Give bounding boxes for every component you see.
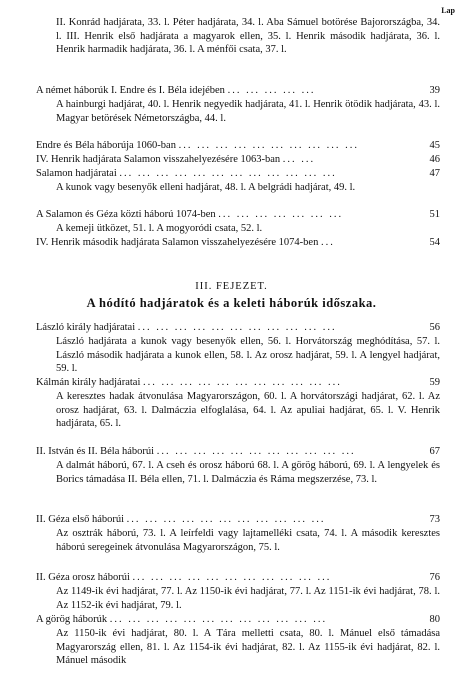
toc-entry: IV. Henrik hadjárata Salamon visszahelyezésére 1063-ban ... ... 46 [36,154,440,165]
toc-entry: Kálmán király hadjáratai ... ... ... ... ... ... ... ... ... ... ... 59 [36,377,440,388]
page-corner-label: Lap [441,6,455,15]
toc-page-number: 56 [429,322,440,333]
toc-entry: A német háborúk I. Endre és I. Béla idejében ... ... ... ... ... 39 [36,85,440,96]
toc-subentry: A dalmát háború, 67. l. A cseh és orosz háború 68. l. A görög háború, 69. l. A lengyelek és Borics támadása II. Béla ellen, 71. l. Dalmáczia és Ráma megszerzése, 73. l. [56,460,440,485]
toc-entry: II. István és II. Béla háborúi ... ... ... ... ... ... ... ... ... ... ... 67 [36,446,440,457]
toc-entry: II. Géza első háborúi ... ... ... ... ... ... ... ... ... ... ... 73 [36,514,440,525]
toc-subentry: A kemeji ütközet, 51. l. A mogyoródi csata, 52. l. [56,223,263,234]
toc-page-number: 76 [429,572,440,583]
toc-subentry: Az 1150-ik évi hadjárat, 80. l. A Tára melletti csata, 80. l. Mánuel első támadása Magyarország ellen, 81. l. Az 1154-ik évi hadjárat, 82. l. Az 1155-ik évi hadjárat, 82. l. Mánuel második [56,628,440,667]
toc-entry: Endre és Béla háborúja 1060-ban ... ... ... ... ... ... ... ... ... ... 45 [36,140,440,151]
toc-subentry: A keresztes hadak átvonulása Magyarországon, 60. l. A horvátországi hadjárat, 62. l. Az orosz hadjárat, 63. l. Dalmáczia elfoglalása, 64. l. Az apuliai hadjárat, 65. l. V. Henrik hadjárata, 65. l. [56,391,440,430]
toc-page-number: 80 [429,614,440,625]
toc-subentry: László hadjárata a kunok vagy besenyők ellen, 56. l. Horvátország meghódítása, 57. l. László második hadjárata a kunok ellen, 58. l. Az orosz hadjárat, 59. l. A lengyel hadjárat, 59. l. [56,336,440,375]
toc-subentry: A hainburgi hadjárat, 40. l. Henrik negyedik hadjárata, 41. l. Henrik ötödik hadjárata, 43. l. Magyar betörések Németországba, 44. l. [56,99,440,124]
toc-page-number: 51 [429,209,440,220]
toc-page-number: 59 [429,377,440,388]
toc-page-number: 67 [429,446,440,457]
toc-entry: Salamon hadjáratai ... ... ... ... ... ... ... ... ... ... ... ... 47 [36,168,440,179]
toc-page-number: 47 [429,168,440,179]
toc-page-number: 39 [429,85,440,96]
toc-page-number: 73 [429,514,440,525]
toc-subentry: A kunok vagy besenyők elleni hadjárat, 48. l. A belgrádi hadjárat, 49. l. [56,182,356,193]
chapter-number: III. FEJEZET. [195,281,268,292]
toc-subentry: Az 1149-ik évi hadjárat, 77. l. Az 1150-ik évi hadjárat, 77. l. Az 1151-ik évi hadjárat, 78. l. Az 1152-ik évi hadjárat, 79. l. [56,586,440,611]
toc-page-number: 54 [429,237,440,248]
toc-entry: A görög háborúk ... ... ... ... ... ... ... ... ... ... ... ... 80 [36,614,440,625]
toc-page-number: 45 [429,140,440,151]
toc-entry: László király hadjáratai ... ... ... ... ... ... ... ... ... ... ... 56 [36,322,440,333]
toc-subentry: II. Konrád hadjárata, 33. l. Péter hadjárata, 34. l. Aba Sámuel botörése Bajorországba, 34. l. III. Henrik első hadjárata a magyarok ellen, 35. l. Henrik második hadjárata, 36. l. Henrik harmadik hadjárata, 36. l. A ménfői csata, 37. l. [56,17,440,56]
toc-entry: IV. Henrik második hadjárata Salamon visszahelyezésére 1074-ben ... 54 [36,237,440,248]
chapter-title: A hódító hadjáratok és a keleti háborúk időszaka. [86,296,377,310]
toc-subentry: Az osztrák háború, 73. l. A leírfeldi vagy lajtamelléki csata, 74. l. A második keresztes háború seregeinek átvonulása Magyarországon, 75. l. [56,528,440,553]
toc-page-number: 46 [429,154,440,165]
toc-entry: A Salamon és Géza közti háború 1074-ben ... ... ... ... ... ... ... 51 [36,209,440,220]
toc-entry: II. Géza orosz háborúi ... ... ... ... ... ... ... ... ... ... ... 76 [36,572,440,583]
